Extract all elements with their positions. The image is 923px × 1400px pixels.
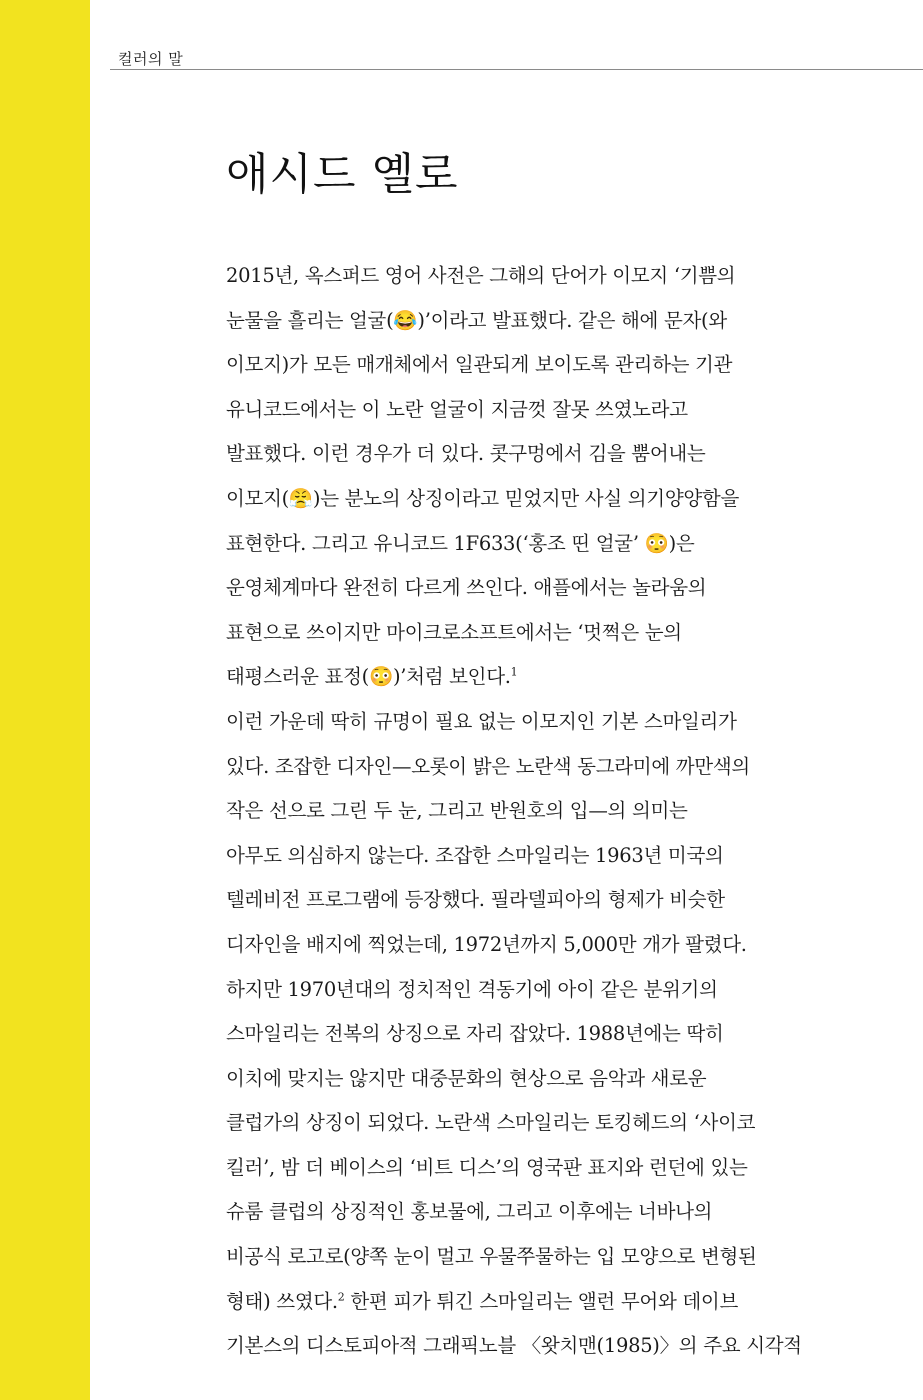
text-line-with-footnote (226, 1280, 806, 1325)
footnote-marker-1: 1 (510, 665, 518, 679)
text-line: 있다. 조잡한 디자인—오롯이 밝은 노란색 동그라미에 까만색의 (226, 754, 750, 778)
text-line: 표현한다. 그리고 유니코드 1F633(‘홍조 띤 얼굴’ 😳)은 (226, 531, 695, 555)
text-line: 킬러’, 밤 더 베이스의 ‘비트 디스’의 영국판 표지와 런던에 있는 (226, 1155, 748, 1179)
text-line: 기본스의 디스토피아적 그래픽노블 〈왓치맨(1985)〉의 주요 시각적 (226, 1334, 802, 1358)
line-text: 태평스러운 표정(😳)’처럼 보인다. (226, 665, 511, 689)
line-text-tail: 한편 피가 튀긴 스마일리는 앨런 무어와 데이브 (344, 1289, 738, 1313)
text-line: 눈물을 흘리는 얼굴(😂)’이라고 발표했다. 같은 해에 문자(와 (226, 308, 727, 332)
running-head: 컬러의 말 (118, 50, 184, 68)
text-line: 슈룸 클럽의 상징적인 홍보물에, 그리고 이후에는 너바나의 (226, 1200, 713, 1224)
text-line: 이모지)가 모든 매개체에서 일관되게 보이도록 관리하는 기관 (226, 353, 733, 377)
text-line: 운영체계마다 완전히 다르게 쓰인다. 애플에서는 놀라움의 (226, 576, 707, 600)
body-text (226, 254, 806, 1369)
text-line: 작은 선으로 그린 두 눈, 그리고 반원호의 입—의 의미는 (226, 799, 688, 823)
text-line: 유니코드에서는 이 노란 얼굴이 지금껏 잘못 쓰였노라고 (226, 397, 688, 421)
line-text: 형태) 쓰였다. (226, 1289, 338, 1313)
text-line: 비공식 로고로(양쪽 눈이 멀고 우물쭈물하는 입 모양으로 변형된 (226, 1245, 757, 1269)
chapter-title: 애시드 옐로 (226, 149, 459, 200)
text-line: 2015년, 옥스퍼드 영어 사전은 그해의 단어가 이모지 ‘기쁨의 (226, 264, 736, 287)
text-line-with-footnote (226, 655, 806, 700)
yellow-margin-strip (0, 0, 90, 1400)
text-line: 클럽가의 상징이 되었다. 노란색 스마일리는 토킹헤드의 ‘사이코 (226, 1111, 756, 1135)
text-line: 하지만 1970년대의 정치적인 격동기에 아이 같은 분위기의 (226, 977, 718, 1001)
text-line: 발표했다. 이런 경우가 더 있다. 콧구멍에서 김을 뿜어내는 (226, 442, 706, 466)
text-line: 스마일리는 전복의 상징으로 자리 잡았다. 1988년에는 딱히 (226, 1022, 724, 1046)
text-line: 이런 가운데 딱히 규명이 필요 없는 이모지인 기본 스마일리가 (226, 709, 737, 733)
header-rule (110, 69, 923, 70)
text-line: 아무도 의심하지 않는다. 조잡한 스마일리는 1963년 미국의 (226, 843, 724, 867)
text-line: 텔레비전 프로그램에 등장했다. 필라델피아의 형제가 비슷한 (226, 888, 725, 912)
text-line: 디자인을 배지에 찍었는데, 1972년까지 5,000만 개가 팔렸다. (226, 932, 747, 956)
text-line: 표현으로 쓰이지만 마이크로소프트에서는 ‘멋쩍은 눈의 (226, 620, 682, 644)
text-line: 이모지(😤)는 분노의 상징이라고 믿었지만 사실 의기양양함을 (226, 486, 739, 510)
footnote-marker-2: 2 (337, 1290, 345, 1304)
text-line: 이치에 맞지는 않지만 대중문화의 현상으로 음악과 새로운 (226, 1066, 707, 1090)
